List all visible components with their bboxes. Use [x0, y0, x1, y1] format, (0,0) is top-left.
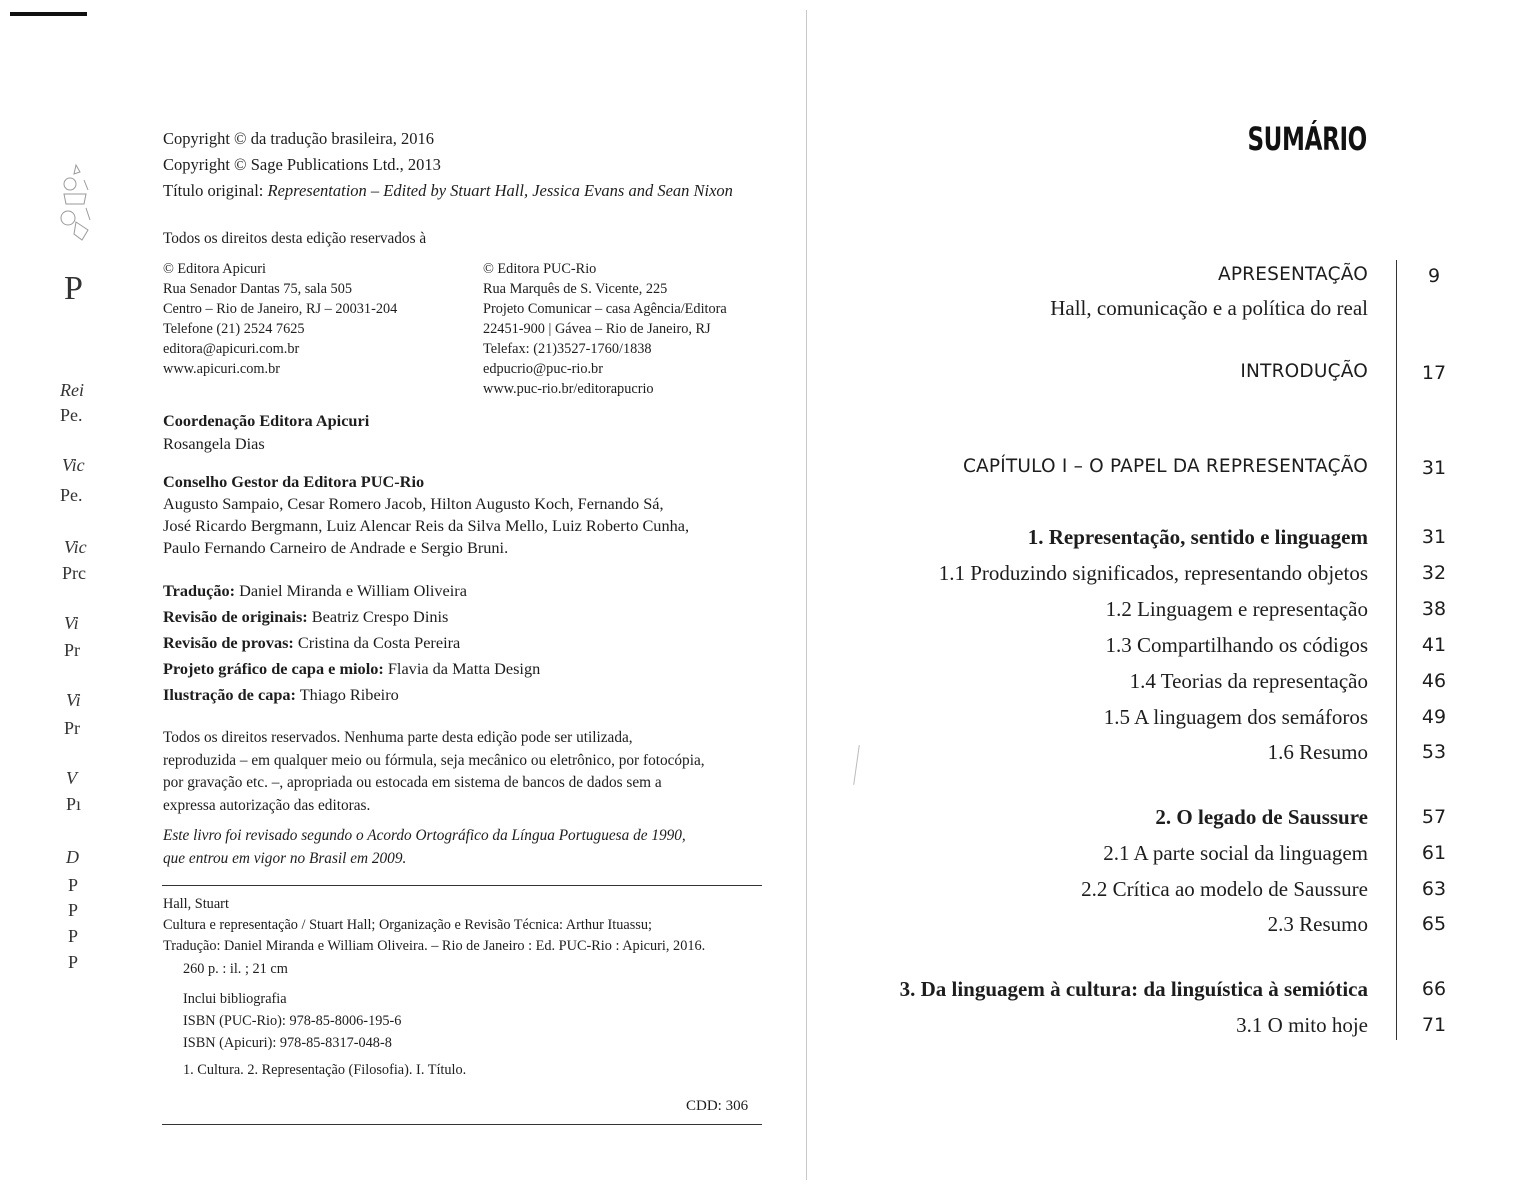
credit-row	[163, 685, 399, 705]
credit-row	[163, 581, 467, 601]
neighbour-fragment: V	[66, 768, 77, 788]
page-title: SUMÁRIO	[1247, 120, 1367, 158]
toc-entry-page: 41	[1421, 634, 1447, 656]
credit-value: Flavia da Matta Design	[383, 659, 541, 678]
toc-entry-title: 2. O legado de Saussure	[1155, 805, 1368, 829]
toc-entry-title: 2.3 Resumo	[1267, 912, 1368, 936]
toc-entry-title: 1. Representação, sentido e linguagem	[1027, 525, 1368, 549]
neighbour-fragment: Rei	[60, 380, 84, 400]
council-title: Conselho Gestor da Editora PUC-Rio	[163, 472, 425, 491]
toc-entry-page: 65	[1421, 913, 1447, 935]
neighbour-fragment: Prc	[62, 563, 86, 583]
council-line-3: Paulo Fernando Carneiro de Andrade e Sergio Bruni.	[163, 538, 509, 557]
toc-entry-page: 49	[1421, 706, 1447, 728]
neighbour-fragment: Pe.	[60, 405, 83, 425]
credit-row	[163, 633, 460, 653]
toc-entry-title: APRESENTAÇÃO	[1217, 264, 1368, 285]
neighbour-fragment: Vic	[62, 455, 85, 475]
puc-address-line: www.puc-rio.br/editorapucrio	[483, 381, 654, 397]
original-title-label: Título original:	[163, 181, 268, 200]
toc-entry-page: 71	[1421, 1014, 1447, 1036]
puc-address-line: Rua Marquês de S. Vicente, 225	[483, 281, 668, 297]
neighbour-fragment: Pr	[64, 640, 81, 660]
apicuri-address-line: editora@apicuri.com.br	[163, 341, 300, 357]
toc-entry-title: 3. Da linguagem à cultura: da linguística à semiótica	[899, 977, 1368, 1001]
rights-intro: Todos os direitos desta edição reservados à	[163, 230, 427, 247]
ornament-icon	[56, 160, 92, 250]
catalog-line-1: Cultura e representação / Stuart Hall; Organização e Revisão Técnica: Arthur Ituassu;	[163, 917, 652, 933]
original-title-value: Representation – Edited by Stuart Hall, Jessica Evans and Sean Nixon	[267, 181, 733, 200]
catalog-cdd: CDD: 306	[686, 1098, 749, 1114]
legal-notice-line: expressa autorização das editoras.	[163, 796, 371, 814]
coordination-title: Coordenação Editora Apicuri	[163, 411, 370, 430]
apicuri-address-line: Rua Senador Dantas 75, sala 505	[163, 281, 352, 297]
toc-entry-page: 66	[1421, 978, 1447, 1000]
credit-label: Projeto gráfico de capa e miolo:	[163, 659, 384, 678]
neighbour-fragment: Vi	[64, 613, 79, 633]
credit-row	[163, 607, 448, 627]
catalog-line-2: Tradução: Daniel Miranda e William Oliveira. – Rio de Janeiro : Ed. PUC-Rio : Apicuri, 2016.	[163, 938, 706, 954]
apicuri-address-line: Centro – Rio de Janeiro, RJ – 20031-204	[163, 301, 398, 317]
top-edge-bar	[10, 12, 87, 16]
toc-entry-title: 1.3 Compartilhando os códigos	[1105, 633, 1368, 657]
copyright-line-2: Copyright © Sage Publications Ltd., 2013	[163, 155, 441, 174]
publisher-puc	[483, 259, 727, 399]
credit-label: Tradução:	[163, 581, 236, 600]
neighbour-fragment: Pe.	[60, 485, 83, 505]
credit-value: Daniel Miranda e William Oliveira	[235, 581, 467, 600]
orthography-note-2: que entrou em vigor no Brasil em 2009.	[163, 850, 407, 867]
toc-entry-title: INTRODUÇÃO	[1240, 361, 1368, 382]
catalog-subjects: 1. Cultura. 2. Representação (Filosofia). I. Título.	[183, 1062, 467, 1078]
toc-entry-title: 1.4 Teorias da representação	[1129, 669, 1368, 693]
catalog-pages: 260 p. : il. ; 21 cm	[183, 961, 288, 977]
neighbour-fragment: P	[68, 875, 79, 895]
toc-divider	[1396, 260, 1397, 1040]
neighbour-fragment: D	[66, 847, 79, 867]
council-line-2: José Ricardo Bergmann, Luiz Alencar Reis da Silva Mello, Luiz Roberto Cunha,	[163, 516, 690, 535]
neighbour-fragment: P	[68, 900, 79, 920]
puc-address-line: © Editora PUC-Rio	[483, 261, 597, 277]
catalog-top-rule	[162, 885, 762, 886]
apicuri-address-line: Telefone (21) 2524 7625	[163, 321, 305, 337]
original-title	[163, 181, 733, 201]
apicuri-address-line: www.apicuri.com.br	[163, 361, 280, 377]
publisher-apicuri	[163, 259, 397, 379]
toc-entry-title: 1.5 A linguagem dos semáforos	[1103, 705, 1368, 729]
toc-entry-title: 1.1 Produzindo significados, representando objetos	[938, 561, 1368, 585]
copyright-line-1: Copyright © da tradução brasileira, 2016	[163, 129, 434, 148]
neighbour-fragment: P	[68, 952, 79, 972]
toc-entry-page: 57	[1421, 806, 1447, 828]
credit-label: Revisão de provas:	[163, 633, 294, 652]
coordination-name: Rosangela Dias	[163, 434, 265, 453]
puc-address-line: Telefax: (21)3527-1760/1838	[483, 341, 652, 357]
toc-entry-page: 38	[1421, 598, 1447, 620]
catalog-bottom-rule	[162, 1124, 762, 1125]
credit-value: Thiago Ribeiro	[295, 685, 399, 704]
neighbour-fragment: Vi	[66, 690, 81, 710]
catalog-isbn-apicuri: ISBN (Apicuri): 978-85-8317-048-8	[183, 1035, 392, 1051]
neighbour-fragment: Pr	[64, 718, 81, 738]
neighbour-fragment: P	[64, 270, 83, 307]
legal-notice	[163, 727, 773, 817]
toc-entry-title: Hall, comunicação e a política do real	[1050, 296, 1368, 320]
credit-label: Ilustração de capa:	[163, 685, 296, 704]
toc-entry-title: CAPÍTULO I – O PAPEL DA REPRESENTAÇÃO	[962, 456, 1368, 477]
credit-row	[163, 659, 540, 679]
scan-mark	[853, 745, 860, 785]
toc-entry-title: 2.2 Crítica ao modelo de Saussure	[1081, 877, 1368, 901]
puc-address-line: 22451-900 | Gávea – Rio de Janeiro, RJ	[483, 321, 711, 337]
credit-value: Cristina da Costa Pereira	[293, 633, 461, 652]
credit-label: Revisão de originais:	[163, 607, 308, 626]
credit-value: Beatriz Crespo Dinis	[307, 607, 449, 626]
page-gutter	[806, 10, 807, 1180]
catalog-bibliography: Inclui bibliografia	[183, 991, 287, 1007]
toc-entry-title: 1.6 Resumo	[1267, 740, 1368, 764]
toc-entry-page: 61	[1421, 842, 1447, 864]
toc-entry-page: 31	[1421, 526, 1447, 548]
catalog-isbn-puc: ISBN (PUC-Rio): 978-85-8006-195-6	[183, 1013, 402, 1029]
legal-notice-line: reproduzida – em qualquer meio ou fórmula, seja mecânico ou eletrônico, por fotocópia,	[163, 751, 705, 769]
catalog-author: Hall, Stuart	[163, 896, 229, 912]
toc-entry-page: 53	[1421, 741, 1447, 763]
council-line-1: Augusto Sampaio, Cesar Romero Jacob, Hilton Augusto Koch, Fernando Sá,	[163, 494, 664, 513]
toc-entry-page: 17	[1421, 362, 1447, 384]
toc-entry-page: 31	[1421, 457, 1447, 479]
toc-entry-title: 2.1 A parte social da linguagem	[1103, 841, 1368, 865]
toc-entry-title: 1.2 Linguagem e representação	[1105, 597, 1368, 621]
neighbour-fragment: P	[68, 926, 79, 946]
toc-entry-title: 3.1 O mito hoje	[1236, 1013, 1368, 1037]
puc-address-line: edpucrio@puc-rio.br	[483, 361, 603, 377]
toc-entry-page: 46	[1421, 670, 1447, 692]
toc-entry-page: 32	[1421, 562, 1447, 584]
legal-notice-line: Todos os direitos reservados. Nenhuma parte desta edição pode ser utilizada,	[163, 729, 633, 746]
puc-address-line: Projeto Comunicar – casa Agência/Editora	[483, 301, 727, 317]
orthography-note-1: Este livro foi revisado segundo o Acordo Ortográfico da Língua Portuguesa de 1990,	[163, 827, 686, 844]
neighbour-fragment: Pı	[66, 794, 82, 814]
apicuri-address-line: © Editora Apicuri	[163, 261, 266, 277]
neighbour-fragment: Vic	[64, 537, 87, 557]
toc-entry-page: 63	[1421, 878, 1447, 900]
toc-entry-page: 9	[1427, 265, 1441, 287]
legal-notice-line: por gravação etc. –, apropriada ou estocada em sistema de bancos de dados sem a	[163, 774, 662, 791]
